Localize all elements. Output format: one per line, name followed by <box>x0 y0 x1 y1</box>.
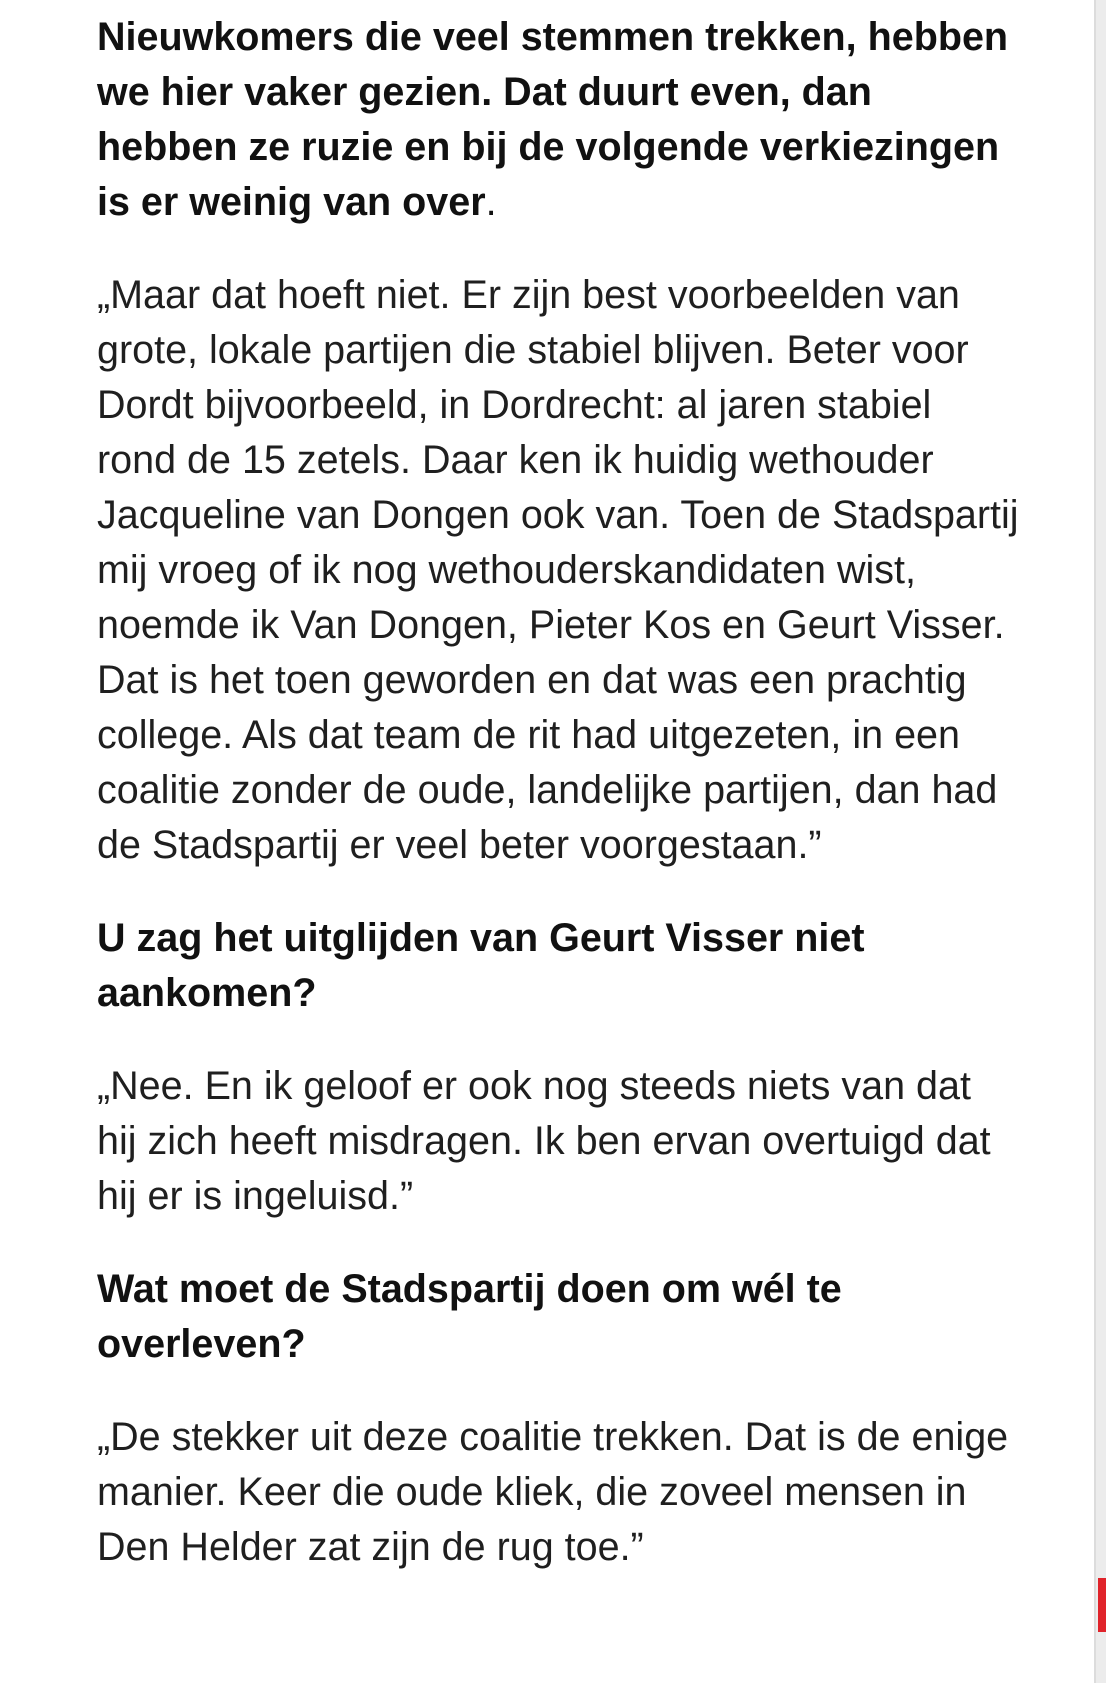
interview-answer-3: „De stekker uit deze coalitie trekken. Dat is de enige manier. Keer die oude kliek, die zoveel mensen in Den Helder zat zijn de rug toe.” <box>97 1415 1009 1569</box>
interview-question-3: Wat moet de Stadspartij doen om wél te overleven? <box>97 1267 842 1366</box>
interview-answer-2: „Nee. En ik geloof er ook nog steeds niets van dat hij zich heeft misdragen. Ik ben ervan overtuigd dat hij er is ingeluisd.” <box>97 1064 991 1218</box>
interview-question-1 <box>97 10 1019 230</box>
question-1-text: Nieuwkomers die veel stemmen trekken, hebben we hier vaker gezien. Dat duurt even, dan hebben ze ruzie en bij de volgende verkiezingen is er weinig van over <box>97 15 1009 224</box>
red-edge-tab[interactable] <box>1098 1578 1106 1632</box>
interview-question-2: U zag het uitglijden van Geurt Visser niet aankomen? <box>97 916 865 1015</box>
question-1-period: . <box>485 180 497 224</box>
interview-answer-1: „Maar dat hoeft niet. Er zijn best voorbeelden van grote, lokale partijen die stabiel blijven. Beter voor Dordt bijvoorbeeld, in Dordrecht: al jaren stabiel rond de 15 zetels. Daar ken ik huidig wethouder Jacqueline van Dongen ook van. Toen de Stadspartij mij vroeg of ik nog wethouderskandidaten wist, noemde ik Van Dongen, Pieter Kos en Geurt Visser. Dat is het toen geworden en dat was een prachtig college. Als dat team de rit had uitgezeten, in een coalitie zonder de oude, landelijke partijen, dan had de Stadspartij er veel beter voorgestaan.” <box>97 273 1019 867</box>
article-body <box>97 10 1019 1613</box>
page-edge-divider <box>1094 0 1096 1683</box>
